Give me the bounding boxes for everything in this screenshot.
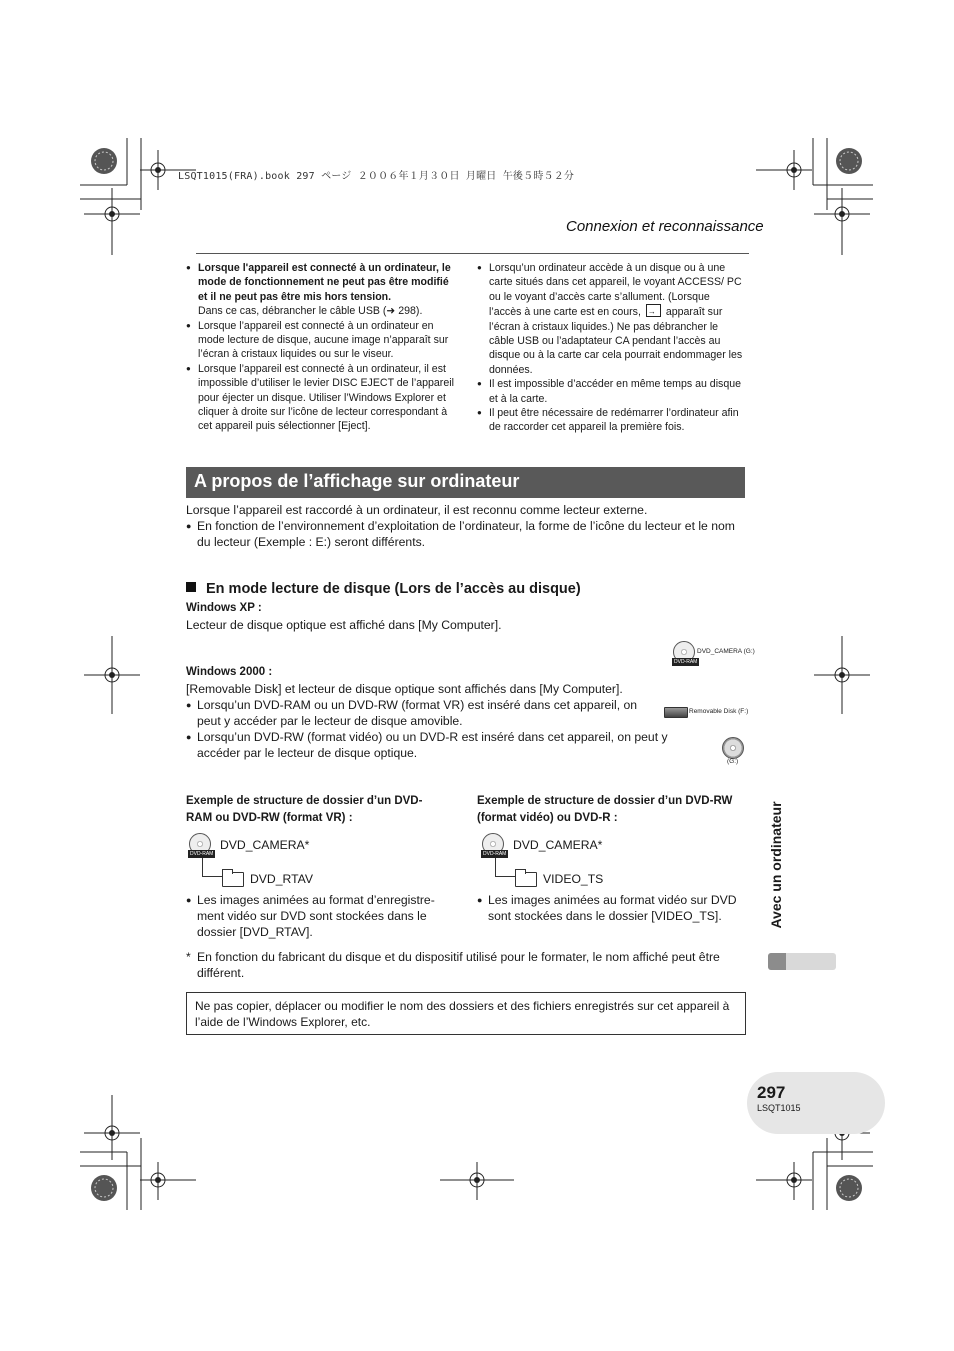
folder-name: DVD_RTAV	[250, 872, 313, 886]
tree-connector	[495, 858, 516, 877]
note-text: Lorsque l’appareil est connecté à un ordinateur, il est impossible d’utiliser le levier DISC EJECT de l’appareil pour éjecter un disque. Utiliser l’Windows Explorer et cliquer à droite sur l’icône de lecteur correspondant à cet appareil puis sélectionner [Eject].	[198, 362, 454, 433]
example-note	[186, 892, 458, 940]
note-text: Il est impossible d’accéder en même temps au disque et à la carte.	[489, 378, 742, 405]
win2000-text: [Removable Disk] et lecteur de disque optique sont affichés dans [My Computer].	[186, 682, 623, 696]
dvd-drive-icon	[673, 641, 698, 665]
example-note	[477, 892, 739, 924]
example-bullet: ● Les images animées au format vidéo sur DVD sont stockées dans le dossier [VIDEO_TS].	[477, 892, 739, 924]
winxp-label: Windows XP :	[186, 602, 262, 614]
intro-text: Lorsque l’appareil est raccordé à un ordinateur, il est reconnu comme lecteur externe.	[186, 503, 648, 517]
section-title: Connexion et reconnaissance	[566, 218, 764, 235]
page-code: LSQT1015	[757, 1103, 801, 1113]
drive-label: Removable Disk (F:)	[689, 708, 749, 715]
caution-box: Ne pas copier, déplacer ou modifier le nom des dossiers et des fichiers enregistrés sur cet appareil à l’aide de l’Windows Explorer, etc.	[186, 992, 746, 1035]
intro-bullet: ● En fonction de l’environnement d’exploitation de l’ordinateur, la forme de l’icône du lecteur et le nom du lecteur (Exemple : E:) seront différents.	[186, 518, 746, 550]
win2000-block	[186, 681, 668, 761]
drive-label: DVD_CAMERA (G:)	[697, 648, 755, 655]
note-text: Lorsque l’appareil est connecté à un ordinateur en mode lecture de disque, aucune image n’apparaît sur l’écran à cristaux liquides ou sur le viseur.	[198, 319, 449, 361]
dvd-badge: DVD-RAM	[483, 851, 507, 857]
left-notes	[186, 261, 458, 434]
drive-label: (G:)	[727, 758, 739, 765]
dvd-disc-icon	[189, 833, 214, 857]
divider	[196, 253, 749, 254]
example-title: Exemple de structure de dossier d’un DVD-RAM ou DVD-RW (format VR) :	[186, 795, 423, 824]
list-item	[186, 319, 458, 362]
note-text-cont: apparaît sur l’écran à cristaux liquides.) Ne pas débrancher le câble USB ou l’adaptateur CA pendant l’accès au disque ou à la carte car cela pourrait endommager les données.	[489, 306, 743, 376]
tree-connector	[202, 858, 223, 877]
win2000-bullet: ● Lorsqu’un DVD-RAM ou un DVD-RW (format VR) est inséré dans cet appareil, on peut y accéder par le lecteur de disque amovible.	[186, 697, 656, 729]
win2000-bullet: ● Lorsqu’un DVD-RW (format vidéo) ou un DVD-R est inséré dans cet appareil, on peut y accéder par le lecteur de disque optique.	[186, 729, 697, 761]
chapter-tab	[764, 795, 788, 945]
folder-icon	[515, 872, 537, 887]
list-item	[186, 261, 458, 319]
dvd-disc-icon	[482, 833, 507, 857]
list-item	[477, 261, 745, 377]
removable-disk-icon	[664, 707, 688, 718]
win2000-label: Windows 2000 :	[186, 666, 273, 678]
folder-icon	[222, 872, 244, 887]
footnote-mark: *	[186, 950, 191, 964]
footnote: En fonction du fabricant du disque et du dispositif utilisé pour le formater, le nom affiché peut être différent.	[197, 950, 720, 980]
dvd-badge: DVD-RAM	[190, 851, 214, 857]
winxp-text: Lecteur de disque optique est affiché dans [My Computer].	[186, 618, 502, 632]
chapter-tab-label: Avec un ordinateur	[768, 801, 784, 929]
note-text: Il peut être nécessaire de redémarrer l’ordinateur afin de raccorder cet appareil la première fois.	[489, 407, 739, 434]
print-header: LSQT1015(FRA).book 297 ページ ２００６年１月３０日 月曜日 午後５時５２分	[178, 171, 575, 182]
card-access-icon: →	[646, 304, 661, 317]
dvd-badge: DVD-RAM	[674, 659, 698, 665]
subheading-text: En mode lecture de disque (Lors de l’accès au disque)	[206, 581, 581, 597]
chapter-indicator	[768, 953, 836, 970]
example-title: Exemple de structure de dossier d’un DVD-RW (format vidéo) ou DVD-R :	[477, 795, 733, 824]
page-number: 297	[757, 1083, 786, 1102]
intro-block	[186, 502, 746, 550]
note-text: Dans ce cas, débrancher le câble USB (➜ 298).	[198, 305, 423, 318]
folder-name: VIDEO_TS	[543, 872, 604, 886]
list-item	[477, 377, 745, 406]
subheading	[186, 581, 581, 597]
folder-root: DVD_CAMERA*	[513, 838, 603, 852]
section-banner: A propos de l’affichage sur ordinateur	[186, 467, 745, 498]
square-bullet-icon	[186, 582, 196, 592]
right-notes	[477, 261, 745, 435]
optical-disc-icon	[722, 737, 744, 759]
list-item	[477, 406, 745, 435]
note-bold: Lorsque l'appareil est connecté à un ordinateur, le mode de fonctionnement ne peut pas être modifié et il ne peut pas être mis hors tension.	[198, 262, 451, 303]
list-item	[186, 362, 458, 434]
example-bullet: ● Les images animées au format d’enregistre-ment vidéo sur DVD sont stockées dans le dossier [DVD_RTAV].	[186, 892, 458, 940]
note-text: Lorsqu’un ordinateur accède à un disque ou à une carte situés dans cet appareil, le voyant ACCESS/ PC ou le voyant d’accès carte s’allument. (Lorsque l’accès à une carte est en cours,	[489, 262, 742, 319]
folder-root: DVD_CAMERA*	[220, 838, 310, 852]
